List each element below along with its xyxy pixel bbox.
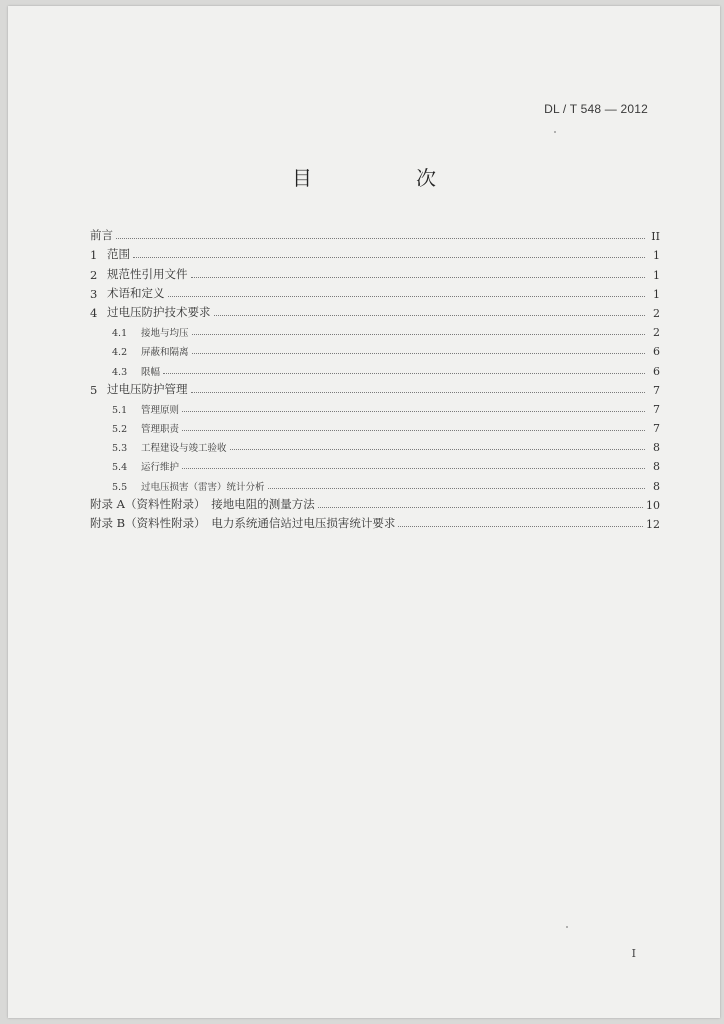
page-title: 目 次: [292, 166, 478, 190]
table-of-contents: [90, 224, 660, 531]
toc-entry-page: 2: [653, 306, 660, 320]
toc-entry: [90, 473, 660, 492]
toc-entry-page: 8: [653, 460, 660, 474]
toc-entry-page: 1: [653, 249, 660, 263]
toc-entry: [90, 358, 660, 377]
toc-entry-page: 1: [653, 268, 660, 282]
toc-entry-page: II: [651, 230, 660, 244]
toc-entry-page: 6: [653, 345, 660, 359]
toc-entry: [90, 320, 660, 339]
toc-entry-number: 4: [90, 305, 98, 320]
toc-entry-number: 3: [90, 286, 98, 301]
toc-entry: [90, 262, 660, 281]
toc-entry-label: 接地与均压: [141, 328, 189, 340]
toc-entry-label: 工程建设与竣工验收: [141, 443, 227, 455]
toc-dot-leader: [133, 257, 645, 258]
toc-entry: [90, 378, 660, 397]
toc-entry: [90, 282, 660, 301]
toc-entry-number: 5.1: [112, 404, 128, 416]
toc-entry-label: 管理职责: [141, 424, 180, 436]
toc-entry-label: 规范性引用文件: [107, 266, 188, 281]
toc-entry: [90, 454, 660, 473]
toc-dot-leader: [163, 373, 645, 374]
toc-dot-leader: [191, 277, 646, 278]
toc-entry-number: 4.3: [112, 366, 128, 378]
toc-entry-label: 过电压防护技术要求: [107, 304, 211, 319]
toc-dot-leader: [398, 526, 643, 527]
toc-dot-leader: [318, 507, 643, 508]
toc-entry-label: 附录 A（资料性附录） 接地电阻的测量方法: [90, 496, 315, 511]
toc-entry-number: 2: [90, 267, 98, 282]
toc-entry-page: 7: [653, 422, 660, 436]
toc-entry-number: 5.4: [112, 462, 128, 474]
toc-entry-label: 运行维护: [141, 462, 180, 474]
toc-dot-leader: [191, 392, 646, 393]
toc-entry-label: 附录 B（资料性附录） 电力系统通信站过电压损害统计要求: [90, 516, 396, 530]
document-page: [8, 6, 720, 1018]
toc-entry-number: 5: [90, 382, 98, 397]
toc-entry-page: 1: [653, 287, 660, 301]
toc-entry-page: 12: [646, 518, 660, 531]
scan-speck: [566, 926, 568, 928]
toc-dot-leader: [182, 411, 645, 412]
toc-entry: [90, 224, 660, 243]
toc-dot-leader: [192, 353, 645, 354]
toc-entry-page: 7: [653, 383, 660, 397]
toc-dot-leader: [268, 488, 645, 489]
toc-entry-label: 管理原则: [141, 404, 180, 416]
toc-entry: [90, 243, 660, 262]
page-number: I: [631, 947, 636, 960]
toc-entry-number: 5.5: [112, 481, 128, 493]
toc-entry: [90, 493, 660, 512]
toc-entry-label: 术语和定义: [107, 285, 165, 300]
toc-entry-number: 1: [90, 248, 98, 263]
toc-entry-page: 7: [653, 402, 660, 416]
toc-entry-page: 2: [653, 326, 660, 340]
scan-speck: [554, 131, 556, 133]
toc-entry-label: 屏蔽和隔离: [141, 347, 189, 359]
toc-entry: [90, 397, 660, 416]
toc-dot-leader: [192, 334, 645, 335]
toc-entry-page: 8: [653, 441, 660, 455]
toc-entry-page: 10: [646, 498, 660, 512]
toc-entry-label: 过电压损害（雷害）统计分析: [141, 481, 265, 493]
toc-entry-page: 6: [653, 364, 660, 378]
toc-dot-leader: [168, 296, 646, 297]
toc-dot-leader: [182, 430, 645, 431]
toc-entry: [90, 301, 660, 320]
toc-entry-label: 范围: [107, 247, 130, 262]
toc-entry-number: 4.1: [112, 328, 128, 340]
toc-dot-leader: [230, 449, 645, 450]
toc-entry-label: 过电压防护管理: [107, 381, 188, 396]
toc-entry: [90, 416, 660, 435]
toc-entry-label: 前言: [90, 228, 113, 243]
toc-entry-page: 8: [653, 479, 660, 493]
toc-entry: [90, 512, 660, 531]
toc-entry: [90, 435, 660, 454]
toc-dot-leader: [214, 315, 646, 316]
toc-entry-number: 5.2: [112, 424, 128, 436]
toc-dot-leader: [182, 468, 645, 469]
toc-entry-number: 4.2: [112, 347, 128, 359]
toc-dot-leader: [116, 238, 645, 239]
standard-code: DL / T 548 — 2012: [544, 102, 648, 116]
toc-entry: [90, 339, 660, 358]
toc-entry-number: 5.3: [112, 443, 128, 455]
toc-entry-label: 限幅: [141, 366, 161, 378]
